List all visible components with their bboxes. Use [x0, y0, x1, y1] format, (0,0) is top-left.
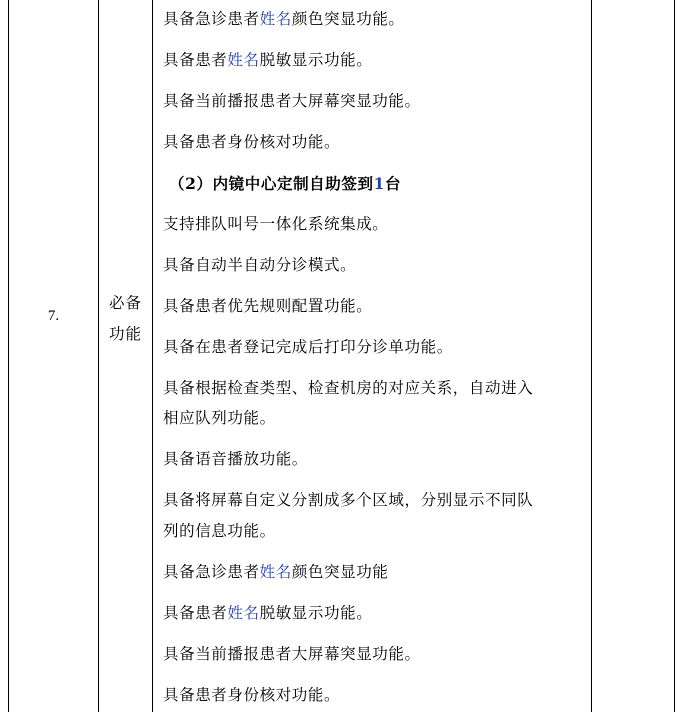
- requirement-line: 具备语音播放功能。: [163, 450, 308, 468]
- requirement-line-continued: 列的信息功能。: [163, 522, 276, 540]
- requirement-line: 具备当前播报患者大屏幕突显功能。: [163, 645, 421, 663]
- requirement-line: 具备患者姓名脱敏显示功能。: [163, 51, 373, 69]
- description-cell: [153, 0, 591, 712]
- row-number-cell: [9, 0, 98, 712]
- requirement-line: 具备患者身份核对功能。: [163, 133, 341, 151]
- remarks-cell: [592, 0, 674, 712]
- category-cell: [99, 0, 152, 712]
- requirement-line: 具备在患者登记完成后打印分诊单功能。: [163, 338, 453, 356]
- requirement-line-continued: 相应队列功能。: [163, 409, 276, 427]
- requirement-line: 具备根据检查类型、检查机房的对应关系，自动进入: [163, 379, 534, 397]
- requirement-line: 具备急诊患者姓名颜色突显功能: [163, 563, 389, 581]
- requirement-line: 具备当前播报患者大屏幕突显功能。: [163, 92, 421, 110]
- row-number: 7.: [47, 308, 60, 324]
- requirement-line: 具备急诊患者姓名颜色突显功能。: [163, 10, 405, 28]
- requirement-line: 具备将屏幕自定义分割成多个区域，分别显示不同队: [163, 491, 534, 509]
- requirement-line: 具备患者姓名脱敏显示功能。: [163, 604, 373, 622]
- requirement-line: 具备患者身份核对功能。: [163, 686, 341, 704]
- spec-table: [8, 0, 675, 712]
- requirement-line: 支持排队叫号一体化系统集成。: [163, 215, 389, 233]
- requirement-line: 具备自动半自动分诊模式。: [163, 256, 357, 274]
- category-label-line2: 功能: [108, 325, 142, 343]
- category-label-line1: 必备: [108, 294, 142, 312]
- category-label: [99, 288, 152, 350]
- section-heading: （2）内镜中心定制自助签到1台: [169, 174, 402, 193]
- requirement-line: 具备患者优先规则配置功能。: [163, 297, 373, 315]
